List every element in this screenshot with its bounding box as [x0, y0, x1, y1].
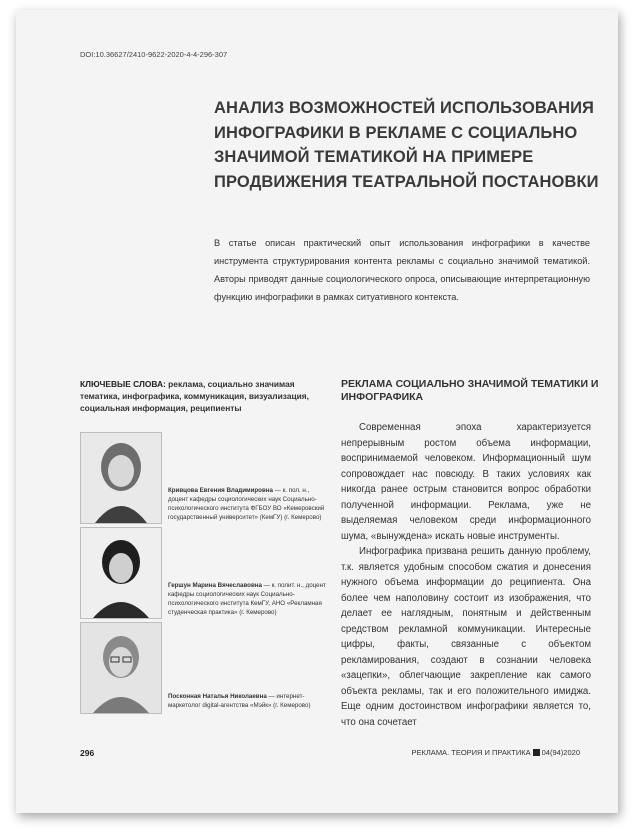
- author-desc: — к. полит. н., доцент кафедры социологических наук Социально-психологического института КемГУ, АНО «Рекламная студенческая практика» (г. Кемерово): [168, 582, 326, 616]
- journal-footer: [412, 748, 580, 757]
- author-desc: — к. пол. н., доцент кафедры социологических наук Социально-психологического института ФГБОУ ВО «Кемеровский государственный университет» (КемГУ) (г. Кемерово): [168, 487, 325, 521]
- author-photo: [80, 622, 162, 714]
- journal-name: РЕКЛАМА. ТЕОРИЯ И ПРАКТИКА: [411, 748, 531, 757]
- author-desc: — интернет-маркетолог digital-агентства «Мэйк» (г. Кемерово): [168, 693, 311, 709]
- author-photo: [80, 527, 162, 619]
- author-info: [168, 692, 328, 710]
- author-info: [168, 486, 328, 522]
- author-name: Кривцова Евгения Владимировна: [168, 487, 273, 494]
- section-heading: РЕКЛАМА СОЦИАЛЬНО ЗНАЧИМОЙ ТЕМАТИКИ И ИНФОГРАФИКА: [341, 378, 599, 403]
- doi-label: DOI:10.36627/2410-9622-2020-4-4-296-307: [80, 50, 228, 59]
- document-page: [16, 10, 618, 813]
- author-portrait-image: [81, 623, 161, 713]
- keywords-block: [80, 378, 326, 414]
- body-paragraph: Современная эпоха характеризуется непрерывным ростом объема информации, воспринимаемой человеком. Информационный шум сопровождает нас повсюду. В таких условиях как никогда ранее острым становится вопрос обработки полученной информации. Реклама, уже не выделяемая человеком среди информационного шума, «вынуждена» искать новые инструменты.: [341, 422, 591, 542]
- article-abstract: В статье описан практический опыт использования инфографики в качестве инструмента структурирования контента рекламы с социально значимой тематикой. Авторы приводят данные социологического опроса, описывающие интерпретационную функцию инфографики в рамках ситуативного контекста.: [214, 238, 590, 302]
- author-name: Посконная Наталья Николаевна: [168, 693, 267, 700]
- body-paragraph: Инфографика призвана решить данную проблему, т.к. является удобным способом сжатия и донесения нужного объема информации до реципиента. Она более чем наполовину состоит из изображения, что делает ее наглядным, понятным и действенным средством рекламной коммуникации. Интересные цифры, факты, связанные с объектом рекламирования, создают в сознании человека «зацепки», облегчающие закрепление как самого объекта рекламы, так и его положительного имиджа. Еще одним достоинством инфографики является то, что она сочетает: [341, 546, 591, 728]
- author-portrait-image: [81, 528, 161, 618]
- author-portrait-image: [81, 433, 161, 523]
- keywords-value: реклама, социально значимая тематика, инфографика, коммуникация, визуализация, социальная информация, реципиенты: [80, 379, 309, 413]
- section-body: [341, 420, 591, 730]
- square-icon: [533, 749, 540, 756]
- journal-issue: 04(94)2020: [541, 748, 580, 757]
- author-photo: [80, 432, 162, 524]
- page-number: 296: [80, 748, 95, 758]
- keywords-label: КЛЮЧЕВЫЕ СЛОВА:: [80, 379, 166, 389]
- article-title: АНАЛИЗ ВОЗМОЖНОСТЕЙ ИСПОЛЬЗОВАНИЯ ИНФОГРАФИКИ В РЕКЛАМЕ С СОЦИАЛЬНО ЗНАЧИМОЙ ТЕМАТИКОЙ НА ПРИМЕРЕ ПРОДВИЖЕНИЯ ТЕАТРАЛЬНОЙ ПОСТАНОВКИ: [214, 99, 599, 191]
- author-name: Гершун Марина Вячеславовна: [168, 582, 262, 589]
- author-info: [168, 581, 328, 617]
